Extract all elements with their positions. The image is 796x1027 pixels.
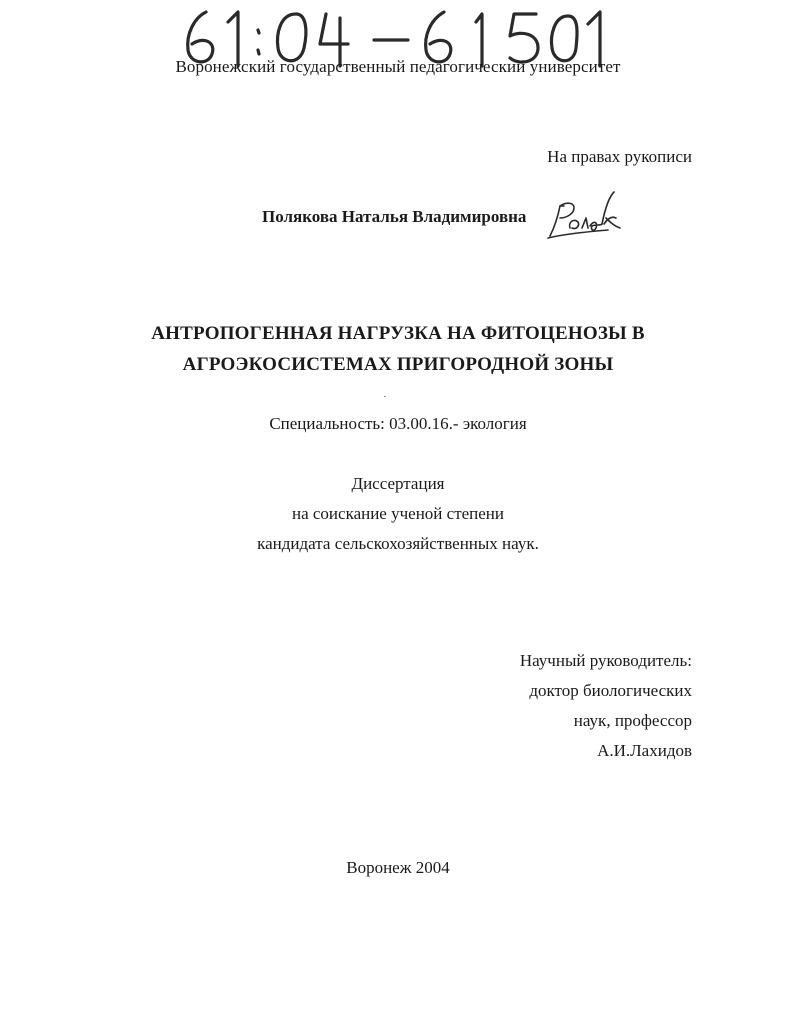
thesis-title-line-1: АНТРОПОГЕННАЯ НАГРУЗКА НА ФИТОЦЕНОЗЫ В — [151, 323, 645, 344]
specialty-line: Специальность: 03.00.16.- экология — [269, 414, 527, 433]
author-signature — [544, 188, 626, 242]
supervisor-label: Научный руководитель: — [519, 651, 692, 670]
university-name: Воронежский государственный педагогический университет — [175, 57, 621, 76]
supervisor-degree-line-1: доктор биологических — [529, 681, 692, 700]
thesis-title-line-2: АГРОЭКОСИСТЕМАХ ПРИГОРОДНОЙ ЗОНЫ — [182, 354, 614, 375]
supervisor-degree-line-2: наук, профессор — [573, 711, 692, 730]
dissertation-label: Диссертация — [351, 474, 445, 493]
supervisor-name: А.И.Лахидов — [597, 741, 692, 760]
degree-name-line: кандидата сельскохозяйственных наук. — [257, 534, 539, 553]
scan-speck — [384, 396, 386, 397]
signature-drawing — [544, 188, 626, 242]
degree-purpose-line: на соискание ученой степени — [291, 504, 505, 523]
manuscript-rights-note: На правах рукописи — [547, 147, 692, 166]
city-year: Воронеж 2004 — [346, 858, 450, 877]
author-name: Полякова Наталья Владимировна — [262, 207, 527, 226]
